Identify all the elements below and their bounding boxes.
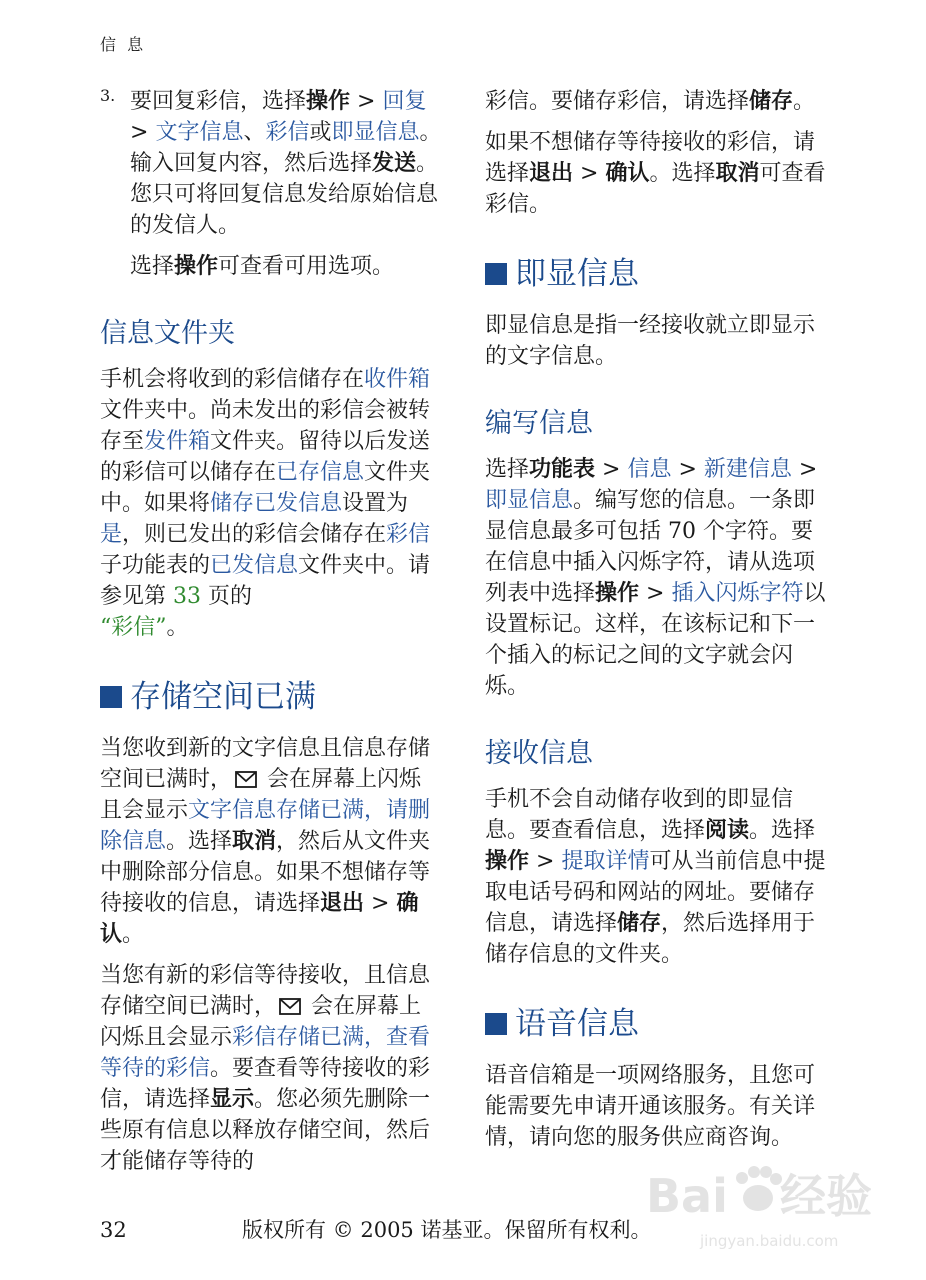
memory-full-paragraph-2: 当您有新的彩信等待接收，且信息存储空间已满时， 会在屏幕上闪烁且会显示彩信存储已满，查看等待的彩信。要查看等待接收的彩信，请选择显示。您必须先删除一些原有信息以释放存储空间，然后才能储存等待的 — [100, 963, 431, 1174]
step-number: 3. — [100, 86, 116, 105]
step-3-note: 选择操作可查看可用选项。 — [130, 253, 395, 279]
extract-details-link: 提取详情 — [561, 849, 650, 874]
page-footer — [100, 1216, 840, 1244]
inbox-link: 收件箱 — [364, 367, 431, 392]
copyright-notice: 版权所有 © 2005 诺基亚。保留所有权利。 — [242, 1218, 652, 1242]
section-square-icon — [485, 1013, 507, 1035]
options-label: 操作 — [306, 88, 351, 114]
voice-messages-heading: 语音信息 — [515, 1006, 639, 1042]
receive-heading: 接收信息 — [485, 738, 593, 769]
section-square-icon — [100, 686, 122, 708]
reference-title: “彩信” — [100, 615, 167, 640]
memory-full-section — [100, 677, 442, 717]
page-reference: 33 — [173, 584, 201, 609]
exit-instructions: 如果不想储存等待接收的彩信，请选择退出 > 确认。选择取消可查看彩信。 — [485, 130, 826, 217]
section-square-icon — [485, 263, 507, 285]
insert-blink-link: 插入闪烁字符 — [671, 581, 804, 606]
right-column — [485, 86, 827, 1163]
memory-full-mms-message: 彩信存储已满，查看等待的彩信 — [100, 1025, 431, 1081]
memory-full-text-message: 文字信息存储已满，请删除信息 — [100, 798, 431, 854]
watermark-url: jingyan.baidu.com — [700, 1232, 839, 1250]
compose-heading: 编写信息 — [485, 408, 593, 439]
memory-full-heading: 存储空间已满 — [130, 679, 316, 715]
flash-message-link: 即显信息 — [485, 488, 574, 513]
mms-menu-link: 彩信 — [386, 522, 431, 547]
folders-heading: 信息文件夹 — [100, 318, 235, 349]
sent-items-link: 已发信息 — [210, 553, 299, 578]
flash-message-link: 即显信息 — [331, 120, 420, 145]
saved-items-link: 已存信息 — [276, 460, 365, 485]
envelope-icon — [279, 998, 301, 1015]
step-3 — [100, 86, 442, 251]
folders-paragraph: 手机会将收到的彩信储存在收件箱文件夹中。尚未发出的彩信会被转存至发件箱文件夹。留待以后发送的彩信可以储存在已存信息文件夹中。如果将储存已发信息设置为是，则已发出的彩信会储存在彩信子功能表的已发信息文件夹中。请参见第 33 页的 “彩信”。 — [100, 367, 431, 640]
save-sent-link: 储存已发信息 — [210, 491, 343, 516]
paw-icon — [736, 1166, 782, 1211]
yes-link: 是 — [100, 522, 123, 547]
page-number: 32 — [100, 1218, 127, 1242]
reply-link: 回复 — [382, 89, 427, 114]
send-label: 发送 — [372, 150, 417, 176]
voice-messages-section — [485, 1004, 827, 1044]
step-3-text: 要回复彩信，选择操作 > 回复 > 文字信息、彩信或即显信息。输入回复内容，然后选择发送。您只可将回复信息发给原始信息的发信人。 — [130, 88, 442, 238]
watermark-brand-2: 经验 — [780, 1169, 872, 1223]
flash-messages-section — [485, 254, 827, 294]
left-column — [100, 86, 442, 1187]
memory-full-paragraph-1: 当您收到新的文字信息且信息存储空间已满时， 会在屏幕上闪烁且会显示文字信息存储已满，请删除信息。选择取消，然后从文件夹中删除部分信息。如果不想储存等待接收的信息，请选择退出 > 确认。 — [100, 736, 431, 947]
new-message-link: 新建信息 — [703, 457, 792, 482]
outbox-link: 发件箱 — [144, 429, 211, 454]
flash-messages-body: 即显信息是指一经接收就立即显示的文字信息。 — [485, 313, 816, 369]
flash-messages-heading: 即显信息 — [515, 256, 639, 292]
mms-link: 彩信 — [265, 120, 310, 145]
voice-messages-body: 语音信箱是一项网络服务，且您可能需要先申请开通该服务。有关详情，请向您的服务供应商咨询。 — [485, 1063, 816, 1150]
receive-paragraph: 手机不会自动储存收到的即显信息。要查看信息，选择阅读。选择操作 > 提取详情可从当前信息中提取电话号码和网站的网址。要储存信息，请选择储存，然后选择用于储存信息的文件夹。 — [485, 787, 826, 967]
envelope-icon — [235, 771, 257, 788]
running-header: 信 息 — [100, 35, 147, 54]
messages-link: 信息 — [627, 457, 672, 482]
watermark-brand: Bai — [646, 1169, 728, 1223]
compose-paragraph: 选择功能表 > 信息 > 新建信息 > 即显信息。编写您的信息。一条即显信息最多可包括 70 个字符。要在信息中插入闪烁字符，请从选项列表中选择操作 > 插入闪烁字符以设置标记。这样，在该标记和下一个插入的标记之间的文字就会闪烁。 — [485, 456, 826, 699]
text-message-link: 文字信息 — [155, 120, 244, 145]
continued-paragraph: 彩信。要储存彩信，请选择储存。 — [485, 88, 816, 114]
